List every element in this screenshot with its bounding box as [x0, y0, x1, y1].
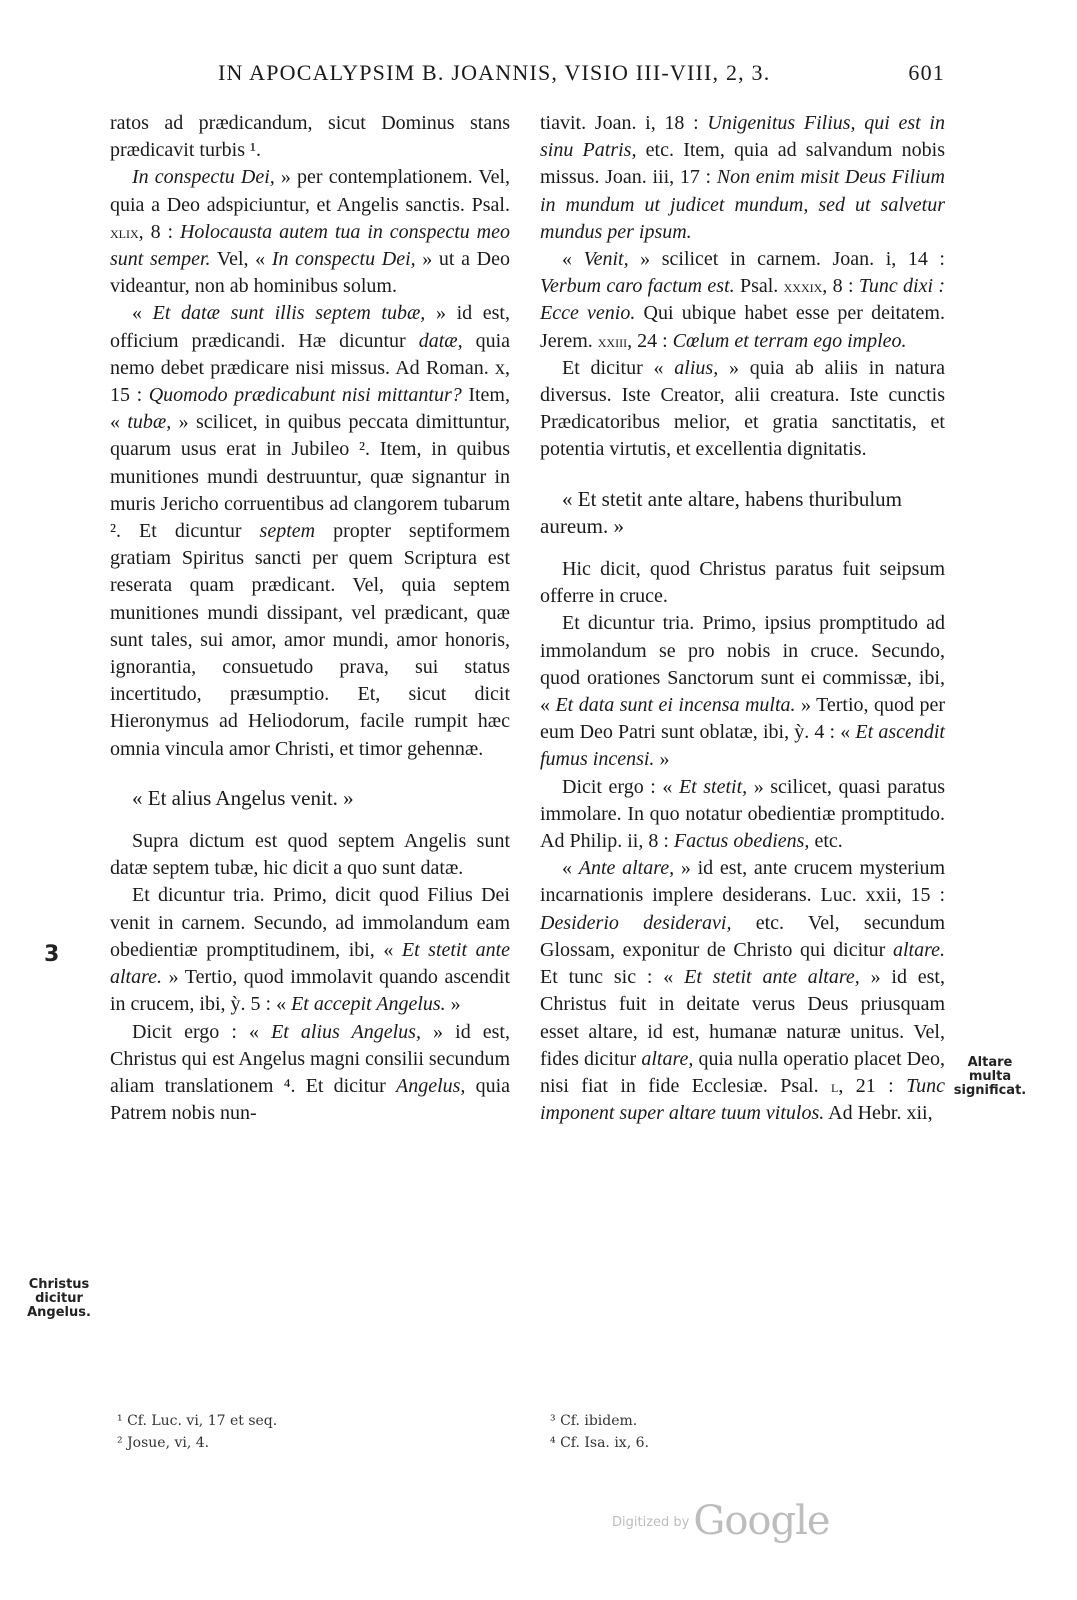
quote: Angelus,: [395, 1074, 466, 1097]
ref: xxiii: [597, 331, 628, 351]
quote: Tunc imponent super altare tuum vitulos.: [540, 1074, 945, 1125]
margin-note-right: [950, 1056, 1030, 1098]
text: » id est, Christus fuit in deitate verus Deus priusquam esset altare, id est, humanæ naturæ unitus. Vel, fides dicitur: [540, 966, 945, 1070]
paragraph: [110, 300, 510, 762]
paragraph: [540, 774, 945, 856]
ref: xlix: [110, 222, 139, 242]
paragraph: Hic dicit, quod Christus paratus fuit seipsum offerre in cruce.: [540, 558, 945, 608]
quote: Unigenitus Filius, qui est in sinu Patris,: [540, 112, 945, 162]
text: etc.: [809, 830, 843, 853]
quote: Holocausta autem tua in conspectu meo sunt semper.: [110, 220, 510, 271]
paragraph: [540, 246, 945, 355]
quote: Venit,: [583, 248, 629, 271]
text: propter septiformem gratiam Spiritus sancti per quem Scriptura est reserata quam prædicant. Vel, quia septem munitiones mundi dissipant, vel prædicant, quæ sunt tales, sui amor, amor mundi, amor honoris, ignorantia, consuetudo prava, sui status incertitudo, præsumptio. Et, sicut dicit Hieronymus ad Heliodorum, facile rumpit hæc omnia vincula amor Christi, et timor gehennæ.: [110, 520, 511, 760]
quote: Non enim misit Deus Filium in mundum ut judicet mundum, sed ut salvetur mundus per ipsum.: [540, 166, 946, 243]
running-header: [110, 60, 945, 94]
text: » id est, officium prædicandi. Hæ dicuntur: [110, 302, 510, 352]
quote: altare,: [641, 1047, 694, 1070]
right-column: [540, 110, 945, 1127]
paragraph: [110, 1019, 510, 1128]
text: tiavit. Joan. i, 18 :: [540, 112, 708, 134]
quote: datæ,: [418, 329, 463, 352]
quote: Desiderio desideravi,: [540, 911, 732, 934]
footnotes-right: [550, 1410, 649, 1454]
text: » quia ab aliis in natura diversus. Iste Creator, alii creatura. Iste cunctis Prædicatoribus melior, et gratia sanctitatis, et potentia virtutis, et excellentia dignitatis.: [540, 356, 945, 461]
text: » Tertio, quod per eum Deo Patri sunt oblatæ, ibi, ỳ. 4 : «: [540, 694, 945, 744]
quote: Factus obediens,: [673, 830, 810, 853]
page-number: 601: [908, 60, 945, 85]
footnotes-left: [117, 1410, 277, 1454]
text: » id est, ante crucem mysterium incarnationis implere desiderans. Luc. xxii, 15 :: [540, 857, 946, 907]
quote: Ante altare,: [578, 857, 675, 880]
quote: Et accepit Angelus.: [291, 993, 446, 1016]
margin-note-left: [24, 1278, 94, 1320]
text: » scilicet in carnem. Joan. i, 14 :: [628, 248, 945, 271]
quote: Et ascendit fumus incensi.: [540, 721, 945, 771]
footnote: ¹ Cf. Luc. vi, 17 et seq.: [117, 1413, 278, 1429]
paragraph: Supra dictum est quod septem Angelis sunt datæ septem tubæ, hic dicit a quo sunt datæ.: [110, 830, 510, 880]
section-heading: « Et alius Angelus venit. »: [132, 785, 354, 810]
text: Psal.: [734, 275, 784, 298]
footnote: ² Josue, vi, 4.: [117, 1435, 210, 1451]
text: , 8 :: [822, 275, 859, 298]
quote: tubæ,: [127, 411, 172, 434]
digitized-watermark: [612, 1498, 830, 1548]
text: »: [445, 993, 461, 1016]
ref: l: [831, 1076, 839, 1096]
left-column: [110, 110, 510, 1127]
google-logo: Google: [693, 1498, 830, 1544]
text: Dicit ergo : «: [562, 775, 679, 798]
margin-note-line: Christus: [28, 1277, 90, 1292]
text: » Tertio, quod immolavit quando ascendit in crucem, ibi, ỳ. 5 : «: [110, 966, 510, 1016]
quote: In conspectu Dei,: [271, 248, 416, 271]
text: Ad Hebr. xii,: [824, 1102, 933, 1125]
quote: Cœlum et terram ego impleo.: [672, 329, 907, 352]
footnote: ⁴ Cf. Isa. ix, 6.: [550, 1435, 649, 1451]
paragraph: ratos ad prædicandum, sicut Dominus stans prædicavit turbis ¹.: [110, 112, 510, 162]
margin-note-line: significat.: [953, 1083, 1027, 1098]
paragraph: [540, 110, 945, 246]
text: » scilicet, quasi paratus immolare. In quo notatur obedientiæ promptitudo. Ad Philip. ii, 8 :: [540, 775, 945, 853]
paragraph: [540, 610, 945, 773]
ref: xxxix: [783, 277, 823, 297]
text: Et dicuntur tria. Primo, dicit quod Filius Dei venit in carnem. Secundo, ad immolandum eam obedientiæ promptitudinem, ibi, «: [110, 884, 510, 961]
quote: Verbum caro factum est.: [540, 275, 735, 298]
paragraph: [540, 855, 945, 1127]
text: »: [654, 748, 670, 771]
text: , 8 :: [138, 220, 180, 243]
text: quia Patrem nobis nun-: [110, 1074, 511, 1125]
text: Et tunc sic : «: [540, 966, 685, 989]
quote: Et data sunt ei incensa multa.: [555, 694, 796, 717]
quote: Et stetit ante altare.: [110, 938, 510, 989]
text: » per contemplationem. Vel, quia a Deo adspiciuntur, et Angelis sanctis. Psal.: [110, 166, 510, 216]
running-title: IN APOCALYPSIM B. JOANNIS, VISIO III-VIII, 2, 3.: [218, 60, 771, 85]
text: Item, «: [110, 384, 510, 434]
quote: Tunc dixi : Ecce venio.: [540, 275, 946, 325]
quote: Quomodo prædicabunt nisi mittantur?: [148, 384, 462, 407]
section-heading: « Et stetit ante altare, habens thuribulum aureum. »: [540, 486, 902, 538]
quote: Et datæ sunt illis septem tubæ,: [152, 302, 426, 325]
text: Et dicuntur tria. Primo, ipsius promptitudo ad immolandum se pro nobis in cruce. Secundo, quod orationes Sanctorum sunt ei commissæ, ibi, «: [540, 612, 945, 717]
text: Vel, «: [210, 248, 272, 271]
verse-number: 3: [44, 942, 60, 967]
footnote: ³ Cf. ibidem.: [550, 1413, 638, 1429]
quote: Et stetit ante altare,: [684, 966, 860, 989]
paragraph: [110, 164, 510, 300]
quote: alius,: [674, 356, 719, 379]
text: Qui ubique habet esse per deitatem. Jerem.: [540, 302, 945, 352]
margin-note-line: Angelus.: [27, 1305, 91, 1320]
text: «: [132, 302, 153, 325]
text: «: [562, 248, 584, 271]
text: quia nulla operatio placet Deo, nisi fiat in fide Ecclesiæ. Psal.: [540, 1047, 946, 1097]
text: , 21 :: [838, 1074, 907, 1097]
paragraph: [540, 355, 945, 464]
quote: septem: [259, 520, 316, 543]
quote: In conspectu Dei,: [132, 166, 275, 189]
text: Dicit ergo : «: [132, 1020, 272, 1043]
text: etc. Vel, secundum Glossam, exponitur de Christo qui dicitur: [540, 911, 946, 961]
text: » ut a Deo videantur, non ab hominibus solum.: [110, 248, 510, 298]
text: , 24 :: [627, 329, 673, 352]
watermark-caption: Digitized by: [612, 1515, 690, 1530]
text: » id est, Christus qui est Angelus magni consilii secundum aliam translationem ⁴. Et dicitur: [110, 1020, 510, 1097]
quote: altare.: [892, 938, 945, 961]
quote: Et stetit,: [678, 775, 748, 798]
text: Et dicitur «: [562, 356, 675, 379]
paragraph: [110, 882, 510, 1018]
text: etc. Item, quia ad salvandum nobis missus. Joan. iii, 17 :: [540, 139, 945, 189]
text: » scilicet, in quibus peccata dimittuntur, quarum usus erat in Jubileo ². Item, in quibus munitiones mundi destruuntur, quæ signantur in muris Jericho corruentibus ad clangorem tubarum ². Et dicuntur: [110, 411, 510, 543]
margin-note-line: dicitur: [35, 1291, 83, 1306]
margin-note-line: multa: [968, 1069, 1012, 1084]
quote: Et alius Angelus,: [271, 1020, 421, 1043]
text: quia nemo debet prædicare nisi missus. Ad Roman. x, 15 :: [110, 329, 510, 407]
margin-note-line: Altare: [967, 1055, 1013, 1070]
text: «: [562, 857, 579, 880]
